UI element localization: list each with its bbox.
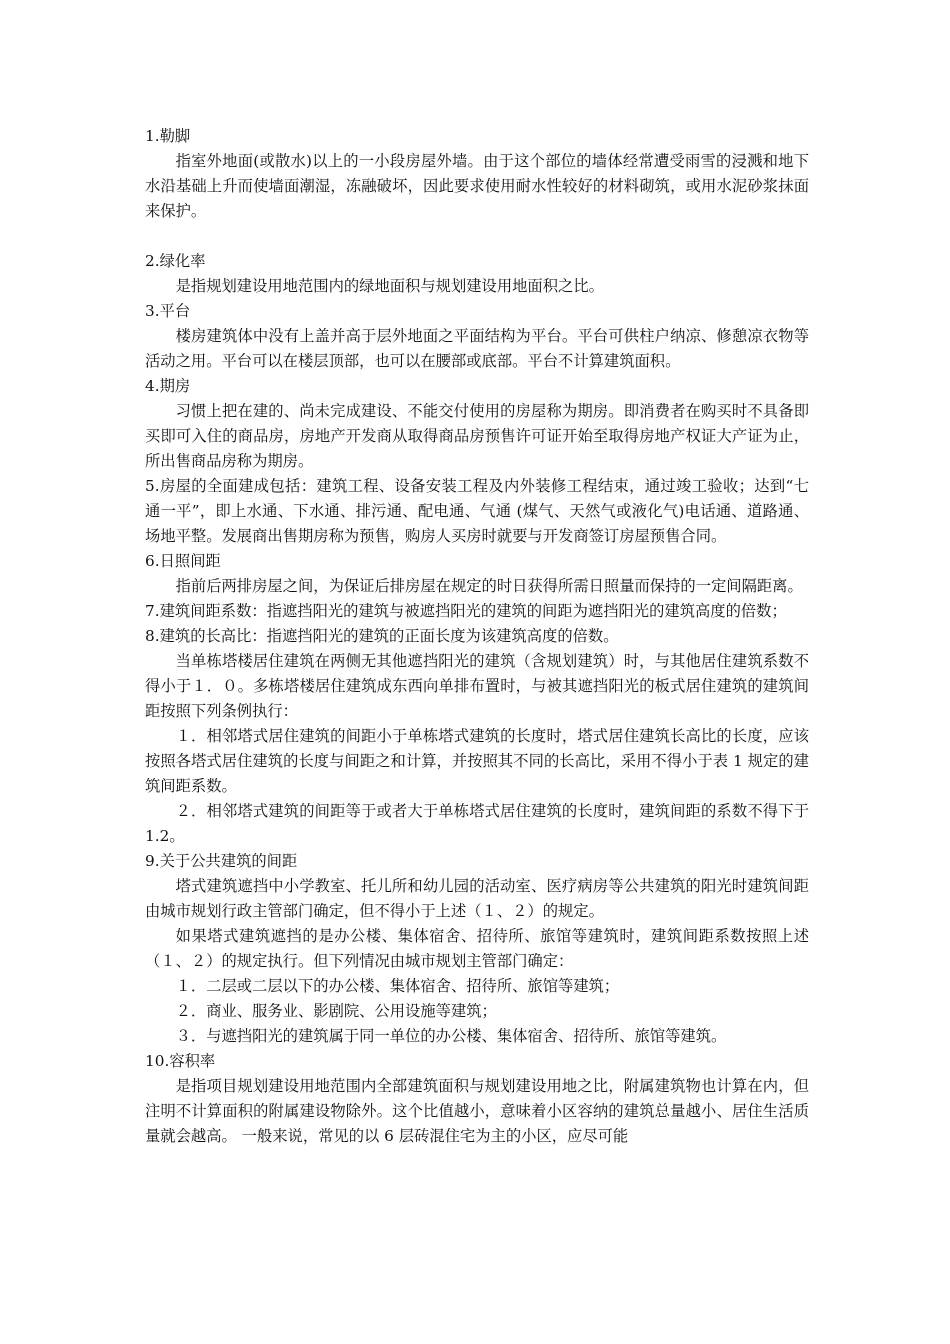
section-heading-9: 9.关于公共建筑的间距 xyxy=(145,852,298,870)
paragraph-6: 指前后两排房屋之间，为保证后排房屋在规定的时日获得所需日照量而保持的一定间隔距离。 xyxy=(175,577,803,595)
list-item-9-2: ２．商业、服务业、影剧院、公用设施等建筑； xyxy=(175,1002,497,1020)
section-heading-6: 6.日照间距 xyxy=(145,552,221,570)
section-5-paragraph: 5.房屋的全面建成包括：建筑工程、设备安装工程及内外装修工程结束，通过竣工验收；达到“七通一平”，即上水通、下水通、排污通、配电通、气通 (煤气、天然气或液化气)电话通、道路通、场地平整。发展商出售期房称为预售，购房人买房时就要与开发商签订房屋预售合同。 xyxy=(145,477,809,545)
list-item-9-3: ３．与遮挡阳光的建筑属于同一单位的办公楼、集体宿舍、招待所、旅馆等建筑。 xyxy=(175,1027,727,1045)
section-heading-3: 3.平台 xyxy=(145,302,191,320)
paragraph-9a: 塔式建筑遮挡中小学教室、托儿所和幼儿园的活动室、医疗病房等公共建筑的阳光时建筑间距由城市规划行政主管部门确定，但不得小于上述（１、２）的规定。 xyxy=(145,877,809,920)
section-8-paragraph: 8.建筑的长高比：指遮挡阳光的建筑的正面长度为该建筑高度的倍数。 xyxy=(145,627,619,645)
list-item-8-1: １．相邻塔式居住建筑的间距小于单栋塔式建筑的长度时，塔式居住建筑长高比的长度，应该按照各塔式居住建筑的长度与间距之和计算，并按照其不同的长高比，采用不得小于表 1 规定的建筑间距系数。 xyxy=(145,727,809,795)
section-heading-1: 1.勒脚 xyxy=(145,127,191,145)
paragraph-1: 指室外地面(或散水)以上的一小段房屋外墙。由于这个部位的墙体经常遭受雨雪的浸溅和地下水沿基础上升而使墙面潮湿，冻融破坏，因此要求使用耐水性较好的材料砌筑，或用水泥砂浆抹面来保护。 xyxy=(145,152,809,220)
paragraph-8a: 当单栋塔楼居住建筑在两侧无其他遮挡阳光的建筑（含规划建筑）时，与其他居住建筑系数不得小于１．０。多栋塔楼居住建筑成东西向单排布置时，与被其遮挡阳光的板式居住建筑的建筑间距按照下列条例执行： xyxy=(145,652,809,720)
paragraph-4: 习惯上把在建的、尚未完成建设、不能交付使用的房屋称为期房。即消费者在购买时不具备即买即可入住的商品房，房地产开发商从取得商品房预售许可证开始至取得房地产权证大产证为止，所出售商品房称为期房。 xyxy=(145,402,809,470)
list-item-9-1: １．二层或二层以下的办公楼、集体宿舍、招待所、旅馆等建筑； xyxy=(175,977,620,995)
paragraph-10: 是指项目规划建设用地范围内全部建筑面积与规划建设用地之比，附属建筑物也计算在内，但注明不计算面积的附属建设物除外。这个比值越小，意味着小区容纳的建筑总量越小、居住生活质量就会越高。 一般来说，常见的以 6 层砖混住宅为主的小区，应尽可能 xyxy=(145,1077,809,1145)
section-heading-2: 2.绿化率 xyxy=(145,252,206,270)
paragraph-2: 是指规划建设用地范围内的绿地面积与规划建设用地面积之比。 xyxy=(175,277,604,295)
section-heading-4: 4.期房 xyxy=(145,377,191,395)
paragraph-9b: 如果塔式建筑遮挡的是办公楼、集体宿舍、招待所、旅馆等建筑时，建筑间距系数按照上述（１、２）的规定执行。但下列情况由城市规划主管部门确定： xyxy=(145,927,809,970)
section-7-paragraph: 7.建筑间距系数：指遮挡阳光的建筑与被遮挡阳光的建筑的间距为遮挡阳光的建筑高度的倍数； xyxy=(145,602,787,620)
paragraph-3: 楼房建筑体中没有上盖并高于层外地面之平面结构为平台。平台可供柱户纳凉、修憩凉衣物等活动之用。平台可以在楼层顶部，也可以在腰部或底部。平台不计算建筑面积。 xyxy=(145,327,809,370)
section-heading-10: 10.容积率 xyxy=(145,1052,216,1070)
document-body xyxy=(145,124,809,1149)
list-item-8-2: ２．相邻塔式建筑的间距等于或者大于单栋塔式居住建筑的长度时，建筑间距的系数不得下于 1.2。 xyxy=(145,802,809,845)
